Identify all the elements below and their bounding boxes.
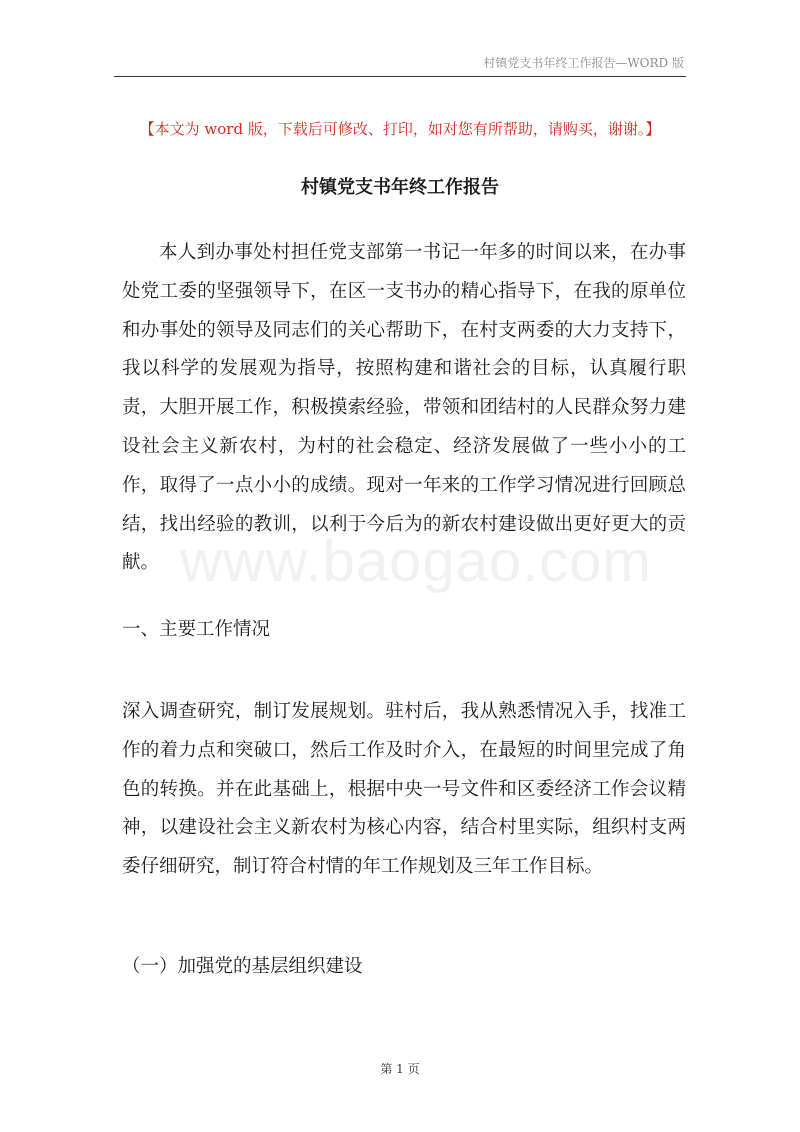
- work-paragraph: 深入调查研究，制订发展规划。驻村后，我从熟悉情况入手，找准工作的着力点和突破口，然后工作及时介入，在最短的时间里完成了角色的转换。并在此基础上，根据中央一号文件和区委经济工作会议精神，以建设社会主义新农村为核心内容，结合村里实际，组织村支两委仔细研究，制订符合村情的年工作规划及三年工作目标。: [122, 701, 686, 878]
- document-title: 村镇党支书年终工作报告: [301, 177, 499, 198]
- header-divider: [114, 76, 686, 77]
- intro-paragraph: 本人到办事处村担任党支部第一书记一年多的时间以来，在办事处党工委的坚强领导下，在区一支书办的精心指导下，在我的原单位和办事处的领导及同志们的关心帮助下，在村支两委的大力支持下，我以科学的发展观为指导，按照构建和谐社会的目标，认真履行职责，大胆开展工作，积极摸索经验，带领和团结村的人民群众努力建设社会主义新农村，为村的社会稳定、经济发展做了一些小小的工作，取得了一点小小的成绩。现对一年来的工作学习情况进行回顾总结，找出经验的教训，以利于今后为的新农村建设做出更好更大的贡献。: [122, 242, 686, 574]
- sub-heading: （一）加强党的基层组织建设: [122, 956, 363, 977]
- section-heading: 一、主要工作情况: [122, 619, 271, 640]
- watermark: www.baogao.com: [180, 529, 652, 594]
- running-header: 村镇党支书年终工作报告—WORD 版: [483, 56, 684, 70]
- purchase-notice: 【本文为 word 版，下载后可修改、打印，如对您有所帮助，请购买，谢谢。】: [139, 120, 661, 138]
- page-number: 第 1 页: [380, 1062, 420, 1076]
